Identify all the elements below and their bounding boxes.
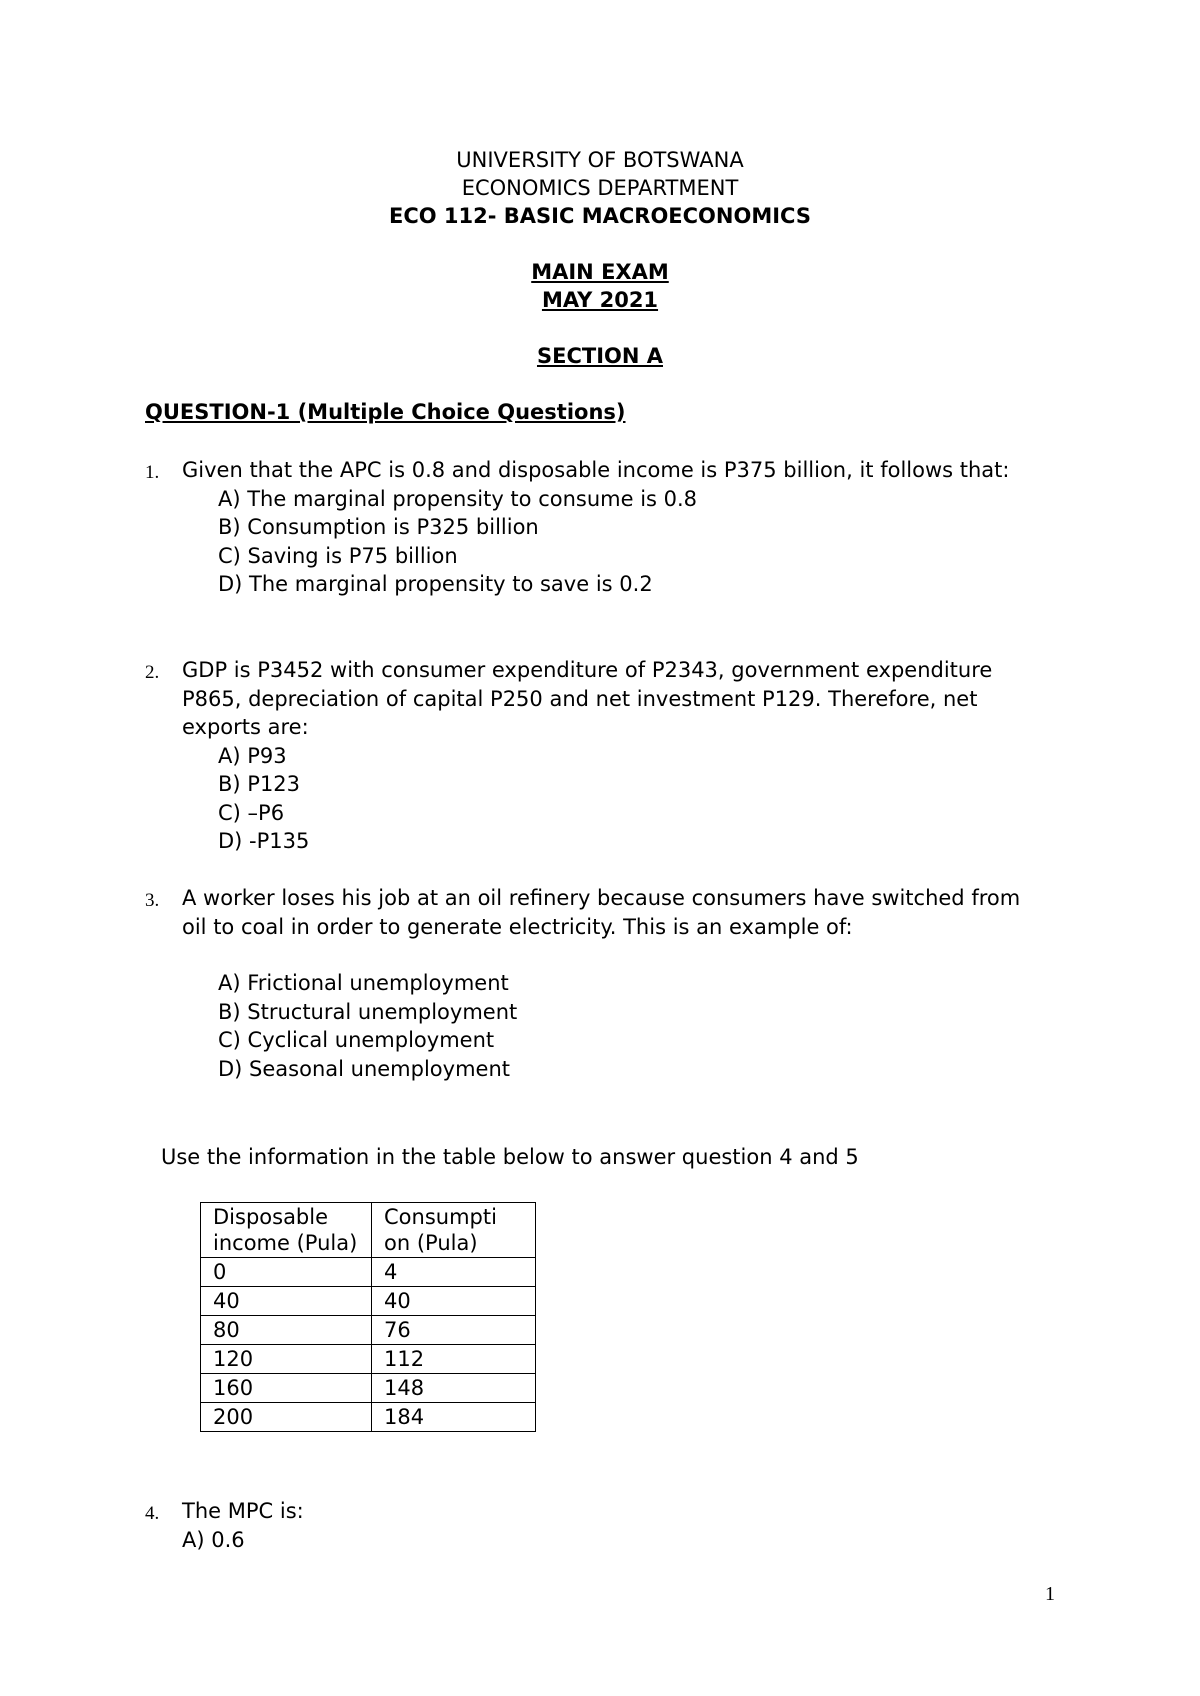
option-b: B) Consumption is P325 billion <box>218 515 539 539</box>
option-d: D) -P135 <box>218 829 310 853</box>
option-c: C) –P6 <box>218 800 285 825</box>
table-row <box>201 1258 536 1287</box>
question-3 <box>145 884 1045 1083</box>
option-list <box>218 969 1045 1083</box>
income-cell: 40 <box>201 1287 372 1316</box>
income-consumption-table <box>200 1202 536 1432</box>
page-number: 1 <box>1045 1583 1055 1605</box>
table-row <box>201 1403 536 1432</box>
exam-date: MAY 2021 <box>541 288 659 312</box>
section-title: SECTION A <box>536 344 663 368</box>
question-text: A worker loses his job at an oil refinery because consumers have switched from oil to coal in order to generate electricity. This is an example of: <box>182 886 1021 939</box>
question-number: 3. <box>145 890 160 911</box>
question-number: 4. <box>145 1503 160 1524</box>
question-heading: QUESTION-1 (Multiple Choice Questions) <box>145 400 626 424</box>
exam-title: MAIN EXAM <box>531 260 669 284</box>
university-name: UNIVERSITY OF BOTSWANA <box>456 148 744 172</box>
option-a: A) 0.6 <box>182 1527 245 1552</box>
consumption-cell: 148 <box>372 1374 536 1403</box>
option-list <box>218 485 1045 599</box>
table-instruction: Use the information in the table below to answer question 4 and 5 <box>161 1145 859 1169</box>
option-d: D) Seasonal unemployment <box>218 1056 510 1081</box>
question-text: The MPC is: <box>182 1499 304 1523</box>
income-cell: 0 <box>201 1258 372 1287</box>
question-2 <box>145 656 1045 856</box>
option-list <box>218 742 1045 856</box>
table-row <box>201 1345 536 1374</box>
table-row <box>201 1316 536 1345</box>
header-consumption: Consumpti on (Pula) <box>372 1203 536 1258</box>
option-d: D) The marginal propensity to save is 0.2 <box>218 572 653 596</box>
header-disposable-income: Disposable income (Pula) <box>201 1203 372 1258</box>
option-c: C) Saving is P75 billion <box>218 543 458 568</box>
option-b: B) P123 <box>218 772 301 796</box>
option-c: C) Cyclical unemployment <box>218 1028 495 1052</box>
question-1 <box>145 456 1045 599</box>
table-header-row <box>201 1203 536 1258</box>
consumption-cell: 4 <box>372 1258 536 1287</box>
income-cell: 160 <box>201 1374 372 1403</box>
question-number: 1. <box>145 462 160 483</box>
option-list <box>182 1526 1045 1555</box>
option-a: A) P93 <box>218 743 287 768</box>
consumption-cell: 184 <box>372 1403 536 1432</box>
consumption-cell: 40 <box>372 1287 536 1316</box>
consumption-cell: 112 <box>372 1345 536 1374</box>
option-a: A) Frictional unemployment <box>218 971 509 995</box>
table-row <box>201 1287 536 1316</box>
option-a: A) The marginal propensity to consume is 0.8 <box>218 486 698 511</box>
department-name: ECONOMICS DEPARTMENT <box>461 176 739 200</box>
question-number: 2. <box>145 662 160 683</box>
consumption-cell: 76 <box>372 1316 536 1345</box>
table-row <box>201 1374 536 1403</box>
income-cell: 200 <box>201 1403 372 1432</box>
question-text: GDP is P3452 with consumer expenditure of P2343, government expenditure P865, depreciation of capital P250 and net investment P129. Therefore, net exports are: <box>182 658 993 739</box>
question-text: Given that the APC is 0.8 and disposable income is P375 billion, it follows that: <box>182 458 1010 482</box>
income-cell: 80 <box>201 1316 372 1345</box>
option-b: B) Structural unemployment <box>218 999 518 1024</box>
question-4 <box>145 1497 1045 1554</box>
income-cell: 120 <box>201 1345 372 1374</box>
course-title: ECO 112- BASIC MACROECONOMICS <box>389 204 811 228</box>
